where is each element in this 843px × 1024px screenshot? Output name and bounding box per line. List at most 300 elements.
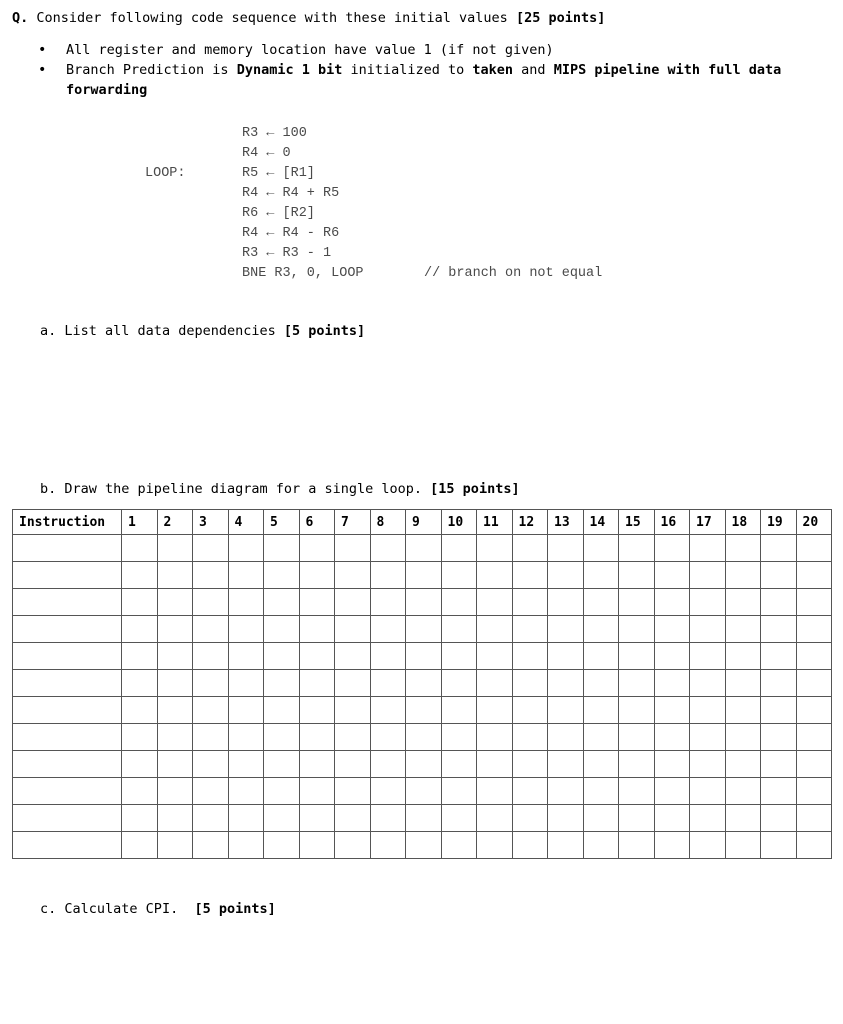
cycle-cell bbox=[299, 805, 335, 832]
cycle-cell bbox=[122, 832, 158, 859]
cycle-cell bbox=[335, 751, 371, 778]
cycle-cell bbox=[761, 751, 797, 778]
cycle-cell bbox=[193, 805, 229, 832]
bullet-2-bold4: forwarding bbox=[66, 82, 148, 98]
cycle-cell bbox=[335, 778, 371, 805]
instruction-cell bbox=[13, 697, 122, 724]
code-line: R4 ← R4 - R6 bbox=[242, 226, 340, 241]
header-cycle: 3 bbox=[193, 510, 229, 535]
header-cycle: 1 bbox=[122, 510, 158, 535]
cycle-cell bbox=[548, 805, 584, 832]
cycle-cell bbox=[583, 670, 619, 697]
question-line bbox=[12, 10, 605, 26]
cycle-cell bbox=[477, 805, 513, 832]
cycle-cell bbox=[796, 616, 832, 643]
cycle-cell bbox=[796, 589, 832, 616]
table-row bbox=[13, 589, 832, 616]
cycle-cell bbox=[370, 751, 406, 778]
cycle-cell bbox=[690, 643, 726, 670]
cycle-cell bbox=[654, 724, 690, 751]
cycle-cell bbox=[406, 535, 442, 562]
cycle-cell bbox=[370, 832, 406, 859]
header-instruction: Instruction bbox=[13, 510, 122, 535]
cycle-cell bbox=[193, 562, 229, 589]
cycle-cell bbox=[406, 589, 442, 616]
cycle-cell bbox=[370, 535, 406, 562]
cycle-cell bbox=[548, 724, 584, 751]
cycle-cell bbox=[725, 697, 761, 724]
table-row bbox=[13, 562, 832, 589]
instruction-cell bbox=[13, 832, 122, 859]
cycle-cell bbox=[761, 643, 797, 670]
cycle-cell bbox=[193, 670, 229, 697]
cycle-cell bbox=[512, 805, 548, 832]
table-body bbox=[13, 535, 832, 859]
cycle-cell bbox=[690, 670, 726, 697]
cycle-cell bbox=[619, 535, 655, 562]
cycle-cell bbox=[512, 562, 548, 589]
cycle-cell bbox=[725, 724, 761, 751]
cycle-cell bbox=[441, 805, 477, 832]
cycle-cell bbox=[796, 535, 832, 562]
cycle-cell bbox=[796, 643, 832, 670]
cycle-cell bbox=[690, 751, 726, 778]
bullet-2-part1: Branch Prediction is bbox=[66, 62, 237, 78]
header-cycle: 4 bbox=[228, 510, 264, 535]
table-row bbox=[13, 778, 832, 805]
table-row bbox=[13, 832, 832, 859]
cycle-cell bbox=[193, 697, 229, 724]
cycle-cell bbox=[228, 751, 264, 778]
cycle-cell bbox=[370, 670, 406, 697]
cycle-cell bbox=[619, 832, 655, 859]
table-row bbox=[13, 697, 832, 724]
cycle-cell bbox=[796, 805, 832, 832]
cycle-cell bbox=[122, 751, 158, 778]
cycle-cell bbox=[193, 535, 229, 562]
cycle-cell bbox=[157, 751, 193, 778]
cycle-cell bbox=[441, 670, 477, 697]
cycle-cell bbox=[228, 805, 264, 832]
cycle-cell bbox=[761, 670, 797, 697]
cycle-cell bbox=[406, 832, 442, 859]
table-row bbox=[13, 535, 832, 562]
cycle-cell bbox=[512, 832, 548, 859]
part-c-points: [5 points] bbox=[194, 901, 276, 917]
cycle-cell bbox=[406, 751, 442, 778]
cycle-cell bbox=[690, 697, 726, 724]
cycle-cell bbox=[264, 670, 300, 697]
cycle-cell bbox=[477, 535, 513, 562]
bullet-2-part3: and bbox=[513, 62, 554, 78]
cycle-cell bbox=[619, 751, 655, 778]
cycle-cell bbox=[335, 616, 371, 643]
bullet-dot-2: • bbox=[38, 62, 47, 78]
cycle-cell bbox=[370, 697, 406, 724]
cycle-cell bbox=[619, 589, 655, 616]
cycle-cell bbox=[299, 562, 335, 589]
cycle-cell bbox=[654, 778, 690, 805]
cycle-cell bbox=[264, 778, 300, 805]
code-line: R6 ← [R2] bbox=[242, 206, 315, 221]
part-a-heading bbox=[40, 323, 365, 339]
cycle-cell bbox=[264, 535, 300, 562]
cycle-cell bbox=[122, 535, 158, 562]
cycle-cell bbox=[335, 535, 371, 562]
cycle-cell bbox=[512, 535, 548, 562]
part-b-heading bbox=[40, 481, 520, 497]
pipeline-table bbox=[12, 509, 832, 859]
cycle-cell bbox=[441, 616, 477, 643]
cycle-cell bbox=[299, 751, 335, 778]
cycle-cell bbox=[583, 724, 619, 751]
cycle-cell bbox=[512, 643, 548, 670]
cycle-cell bbox=[335, 670, 371, 697]
header-cycle: 7 bbox=[335, 510, 371, 535]
cycle-cell bbox=[690, 562, 726, 589]
cycle-cell bbox=[335, 805, 371, 832]
cycle-cell bbox=[122, 697, 158, 724]
code-line: R3 ← 100 bbox=[242, 126, 307, 141]
cycle-cell bbox=[264, 751, 300, 778]
part-a-label: a. bbox=[40, 323, 57, 339]
instruction-cell bbox=[13, 616, 122, 643]
cycle-cell bbox=[335, 697, 371, 724]
cycle-cell bbox=[583, 832, 619, 859]
cycle-cell bbox=[761, 832, 797, 859]
cycle-cell bbox=[406, 724, 442, 751]
cycle-cell bbox=[122, 643, 158, 670]
cycle-cell bbox=[441, 589, 477, 616]
cycle-cell bbox=[370, 724, 406, 751]
cycle-cell bbox=[512, 778, 548, 805]
cycle-cell bbox=[228, 535, 264, 562]
bullet-text-1: All register and memory location have value 1 (if not given) bbox=[66, 42, 554, 58]
cycle-cell bbox=[548, 535, 584, 562]
table-row bbox=[13, 805, 832, 832]
cycle-cell bbox=[264, 643, 300, 670]
header-cycle: 15 bbox=[619, 510, 655, 535]
code-comment: // branch on not equal bbox=[424, 266, 603, 281]
table-row bbox=[13, 643, 832, 670]
cycle-cell bbox=[583, 589, 619, 616]
cycle-cell bbox=[725, 616, 761, 643]
loop-label: LOOP: bbox=[145, 166, 186, 181]
header-cycle: 12 bbox=[512, 510, 548, 535]
cycle-cell bbox=[548, 670, 584, 697]
instruction-cell bbox=[13, 643, 122, 670]
cycle-cell bbox=[406, 616, 442, 643]
code-line: R3 ← R3 - 1 bbox=[242, 246, 332, 261]
cycle-cell bbox=[193, 751, 229, 778]
cycle-cell bbox=[370, 616, 406, 643]
cycle-cell bbox=[228, 697, 264, 724]
cycle-cell bbox=[370, 805, 406, 832]
instruction-cell bbox=[13, 805, 122, 832]
cycle-cell bbox=[264, 562, 300, 589]
cycle-cell bbox=[193, 778, 229, 805]
cycle-cell bbox=[619, 670, 655, 697]
code-line: R5 ← [R1] bbox=[242, 166, 315, 181]
bullet-2-bold3: MIPS pipeline with full data bbox=[553, 62, 782, 78]
cycle-cell bbox=[122, 562, 158, 589]
cycle-cell bbox=[512, 697, 548, 724]
part-b-label: b. bbox=[40, 481, 57, 497]
cycle-cell bbox=[725, 751, 761, 778]
cycle-cell bbox=[406, 562, 442, 589]
header-cycle: 11 bbox=[477, 510, 513, 535]
part-c-heading bbox=[40, 901, 276, 917]
cycle-cell bbox=[725, 805, 761, 832]
cycle-cell bbox=[406, 697, 442, 724]
cycle-cell bbox=[477, 562, 513, 589]
cycle-cell bbox=[548, 589, 584, 616]
cycle-cell bbox=[299, 589, 335, 616]
cycle-cell bbox=[228, 562, 264, 589]
cycle-cell bbox=[761, 697, 797, 724]
cycle-cell bbox=[654, 643, 690, 670]
cycle-cell bbox=[583, 697, 619, 724]
cycle-cell bbox=[619, 616, 655, 643]
cycle-cell bbox=[654, 832, 690, 859]
cycle-cell bbox=[406, 778, 442, 805]
cycle-cell bbox=[796, 697, 832, 724]
cycle-cell bbox=[654, 805, 690, 832]
header-cycle: 9 bbox=[406, 510, 442, 535]
cycle-cell bbox=[299, 778, 335, 805]
cycle-cell bbox=[477, 724, 513, 751]
cycle-cell bbox=[299, 832, 335, 859]
header-cycle: 10 bbox=[441, 510, 477, 535]
cycle-cell bbox=[477, 751, 513, 778]
cycle-cell bbox=[264, 697, 300, 724]
cycle-cell bbox=[512, 589, 548, 616]
part-b-text: Draw the pipeline diagram for a single loop. bbox=[64, 481, 423, 497]
cycle-cell bbox=[548, 562, 584, 589]
instruction-cell bbox=[13, 724, 122, 751]
cycle-cell bbox=[477, 616, 513, 643]
cycle-cell bbox=[548, 778, 584, 805]
cycle-cell bbox=[548, 832, 584, 859]
cycle-cell bbox=[725, 778, 761, 805]
cycle-cell bbox=[512, 670, 548, 697]
question-points: [25 points] bbox=[515, 10, 606, 26]
code-line: BNE R3, 0, LOOP bbox=[242, 266, 364, 281]
bullet-2-part2: initialized to bbox=[342, 62, 473, 78]
cycle-cell bbox=[441, 643, 477, 670]
cycle-cell bbox=[761, 616, 797, 643]
cycle-cell bbox=[654, 562, 690, 589]
table-row bbox=[13, 724, 832, 751]
cycle-cell bbox=[761, 589, 797, 616]
instruction-cell bbox=[13, 778, 122, 805]
part-b-points: [15 points] bbox=[430, 481, 520, 497]
part-c-label: c. bbox=[40, 901, 57, 917]
cycle-cell bbox=[796, 832, 832, 859]
cycle-cell bbox=[299, 724, 335, 751]
cycle-cell bbox=[122, 670, 158, 697]
cycle-cell bbox=[441, 535, 477, 562]
cycle-cell bbox=[441, 832, 477, 859]
header-cycle: 19 bbox=[761, 510, 797, 535]
cycle-cell bbox=[796, 670, 832, 697]
cycle-cell bbox=[228, 589, 264, 616]
cycle-cell bbox=[477, 697, 513, 724]
cycle-cell bbox=[370, 643, 406, 670]
table-header-row bbox=[13, 510, 832, 535]
bullet-2-bold2: taken bbox=[472, 62, 514, 78]
cycle-cell bbox=[512, 616, 548, 643]
cycle-cell bbox=[228, 832, 264, 859]
cycle-cell bbox=[441, 697, 477, 724]
cycle-cell bbox=[264, 805, 300, 832]
cycle-cell bbox=[619, 778, 655, 805]
cycle-cell bbox=[796, 778, 832, 805]
cycle-cell bbox=[406, 670, 442, 697]
question-text: Consider following code sequence with these initial values bbox=[36, 10, 508, 26]
table-row bbox=[13, 670, 832, 697]
cycle-cell bbox=[761, 535, 797, 562]
cycle-cell bbox=[157, 670, 193, 697]
cycle-cell bbox=[157, 616, 193, 643]
cycle-cell bbox=[583, 616, 619, 643]
cycle-cell bbox=[725, 832, 761, 859]
part-c-text: Calculate CPI. bbox=[64, 901, 179, 917]
cycle-cell bbox=[157, 643, 193, 670]
cycle-cell bbox=[441, 751, 477, 778]
cycle-cell bbox=[548, 697, 584, 724]
cycle-cell bbox=[761, 805, 797, 832]
instruction-cell bbox=[13, 670, 122, 697]
cycle-cell bbox=[512, 751, 548, 778]
cycle-cell bbox=[725, 589, 761, 616]
cycle-cell bbox=[796, 562, 832, 589]
cycle-cell bbox=[583, 805, 619, 832]
cycle-cell bbox=[335, 589, 371, 616]
header-cycle: 14 bbox=[583, 510, 619, 535]
cycle-cell bbox=[335, 724, 371, 751]
cycle-cell bbox=[690, 805, 726, 832]
cycle-cell bbox=[619, 643, 655, 670]
header-cycle: 8 bbox=[370, 510, 406, 535]
cycle-cell bbox=[690, 589, 726, 616]
cycle-cell bbox=[548, 643, 584, 670]
cycle-cell bbox=[512, 724, 548, 751]
code-line: R4 ← R4 + R5 bbox=[242, 186, 340, 201]
cycle-cell bbox=[583, 535, 619, 562]
cycle-cell bbox=[157, 724, 193, 751]
part-a-points: [5 points] bbox=[283, 323, 366, 339]
cycle-cell bbox=[725, 535, 761, 562]
cycle-cell bbox=[477, 832, 513, 859]
cycle-cell bbox=[796, 724, 832, 751]
cycle-cell bbox=[725, 562, 761, 589]
cycle-cell bbox=[193, 616, 229, 643]
cycle-cell bbox=[264, 616, 300, 643]
header-cycle: 17 bbox=[690, 510, 726, 535]
cycle-cell bbox=[690, 832, 726, 859]
instruction-cell bbox=[13, 589, 122, 616]
code-line: R4 ← 0 bbox=[242, 146, 291, 161]
instruction-cell bbox=[13, 751, 122, 778]
cycle-cell bbox=[193, 589, 229, 616]
cycle-cell bbox=[654, 697, 690, 724]
cycle-cell bbox=[654, 670, 690, 697]
cycle-cell bbox=[441, 778, 477, 805]
cycle-cell bbox=[477, 589, 513, 616]
cycle-cell bbox=[761, 778, 797, 805]
cycle-cell bbox=[193, 832, 229, 859]
cycle-cell bbox=[654, 535, 690, 562]
header-cycle: 6 bbox=[299, 510, 335, 535]
table-row bbox=[13, 616, 832, 643]
cycle-cell bbox=[335, 562, 371, 589]
cycle-cell bbox=[193, 643, 229, 670]
cycle-cell bbox=[264, 832, 300, 859]
cycle-cell bbox=[228, 778, 264, 805]
cycle-cell bbox=[477, 670, 513, 697]
header-cycle: 16 bbox=[654, 510, 690, 535]
cycle-cell bbox=[583, 751, 619, 778]
cycle-cell bbox=[370, 589, 406, 616]
cycle-cell bbox=[583, 643, 619, 670]
bullet-dot-1: • bbox=[38, 42, 47, 58]
cycle-cell bbox=[619, 697, 655, 724]
cycle-cell bbox=[228, 724, 264, 751]
cycle-cell bbox=[122, 805, 158, 832]
cycle-cell bbox=[228, 643, 264, 670]
cycle-cell bbox=[690, 724, 726, 751]
cycle-cell bbox=[761, 562, 797, 589]
cycle-cell bbox=[761, 724, 797, 751]
cycle-cell bbox=[299, 535, 335, 562]
cycle-cell bbox=[654, 589, 690, 616]
header-cycle: 2 bbox=[157, 510, 193, 535]
instruction-cell bbox=[13, 535, 122, 562]
cycle-cell bbox=[690, 778, 726, 805]
cycle-cell bbox=[690, 616, 726, 643]
cycle-cell bbox=[122, 778, 158, 805]
header-cycle: 20 bbox=[796, 510, 832, 535]
cycle-cell bbox=[654, 616, 690, 643]
cycle-cell bbox=[548, 751, 584, 778]
cycle-cell bbox=[441, 562, 477, 589]
cycle-cell bbox=[477, 778, 513, 805]
instruction-cell bbox=[13, 562, 122, 589]
cycle-cell bbox=[299, 643, 335, 670]
cycle-cell bbox=[583, 778, 619, 805]
cycle-cell bbox=[157, 697, 193, 724]
cycle-cell bbox=[299, 670, 335, 697]
cycle-cell bbox=[299, 616, 335, 643]
cycle-cell bbox=[157, 832, 193, 859]
cycle-cell bbox=[122, 724, 158, 751]
cycle-cell bbox=[654, 751, 690, 778]
header-cycle: 5 bbox=[264, 510, 300, 535]
cycle-cell bbox=[477, 643, 513, 670]
header-cycle: 13 bbox=[548, 510, 584, 535]
cycle-cell bbox=[264, 724, 300, 751]
cycle-cell bbox=[619, 805, 655, 832]
part-a-text: List all data dependencies bbox=[64, 323, 276, 339]
cycle-cell bbox=[228, 616, 264, 643]
cycle-cell bbox=[441, 724, 477, 751]
question-prefix: Q. bbox=[12, 10, 29, 26]
cycle-cell bbox=[157, 805, 193, 832]
cycle-cell bbox=[725, 670, 761, 697]
cycle-cell bbox=[370, 562, 406, 589]
table-row bbox=[13, 751, 832, 778]
